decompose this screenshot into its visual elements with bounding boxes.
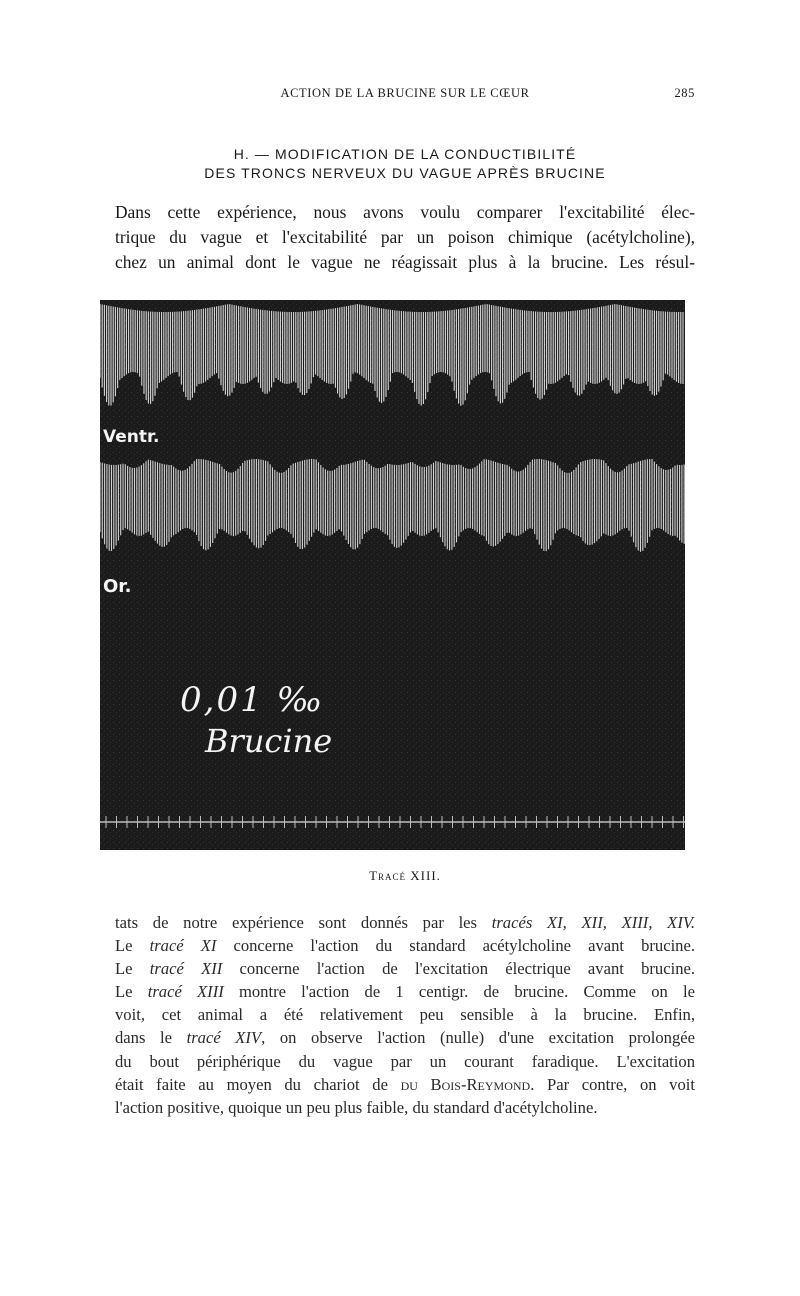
paragraph-line: chez un animal dont le vague ne réagissait plus à la brucine. Les résul- bbox=[115, 252, 695, 272]
dose-annotation: 0,01 ‰ bbox=[180, 680, 325, 720]
kymograph-figure bbox=[100, 300, 685, 850]
paragraph-line: voit, cet animal a été relativement peu sensible à la brucine. Enfin, bbox=[115, 1005, 695, 1025]
intro-paragraph bbox=[115, 200, 695, 275]
trace-reference: tracés XI, XII, XIII, XIV. bbox=[491, 913, 695, 932]
trace-reference: tracé XIII bbox=[147, 982, 224, 1002]
running-head bbox=[115, 86, 695, 106]
paragraph-line: Le tracé XIII montre l'action de 1 centigr. de brucine. Comme on le bbox=[115, 982, 695, 1002]
auricle-trace-label: Or. bbox=[103, 576, 132, 597]
page-number: 285 bbox=[674, 86, 695, 100]
paragraph-line: Dans cette expérience, nous avons voulu comparer l'excitabilité élec- bbox=[115, 202, 695, 222]
results-paragraph bbox=[115, 911, 695, 1119]
running-title: ACTION DE LA BRUCINE SUR LE CŒUR bbox=[280, 86, 530, 100]
trace-reference: tracé XI bbox=[149, 936, 217, 956]
trace-reference: tracé XII bbox=[149, 959, 223, 979]
paragraph-line: du bout périphérique du vague par un courant faradique. L'excitation bbox=[115, 1051, 695, 1071]
paragraph-line: trique du vague et l'excitabilité par un poison chimique (acétylcholine), bbox=[115, 227, 695, 247]
section-heading-line-1: H. — MODIFICATION DE LA CONDUCTIBILITÉ bbox=[233, 146, 577, 162]
trace-reference: tracé XIV bbox=[186, 1028, 262, 1048]
kymograph-trace-image bbox=[100, 300, 685, 850]
paragraph-line: Le tracé XII concerne l'action de l'excitation électrique avant brucine. bbox=[115, 959, 696, 979]
paragraph-line: Le tracé XI concerne l'action du standard acétylcholine avant brucine. bbox=[115, 936, 695, 956]
paragraph-line: l'action positive, quoique un peu plus faible, du standard d'acétylcholine. bbox=[115, 1097, 598, 1117]
section-heading bbox=[115, 145, 695, 183]
section-heading-line-2: DES TRONCS NERVEUX DU VAGUE APRÈS BRUCINE bbox=[204, 165, 606, 181]
drug-annotation: Brucine bbox=[205, 722, 333, 760]
figure-caption: Tracé XIII. bbox=[369, 868, 441, 883]
ventricle-trace-label: Ventr. bbox=[103, 427, 160, 447]
author-name: du Bois-Reymond bbox=[400, 1074, 531, 1094]
paragraph-line: était faite au moyen du chariot de du Bois-Reymond. Par contre, on voit bbox=[115, 1074, 695, 1094]
paragraph-line: tats de notre expérience sont donnés par les tracés XI, XII, XIII, XIV. bbox=[115, 913, 695, 932]
paragraph-line: dans le tracé XIV, on observe l'action (nulle) d'une excitation prolongée bbox=[115, 1028, 695, 1048]
